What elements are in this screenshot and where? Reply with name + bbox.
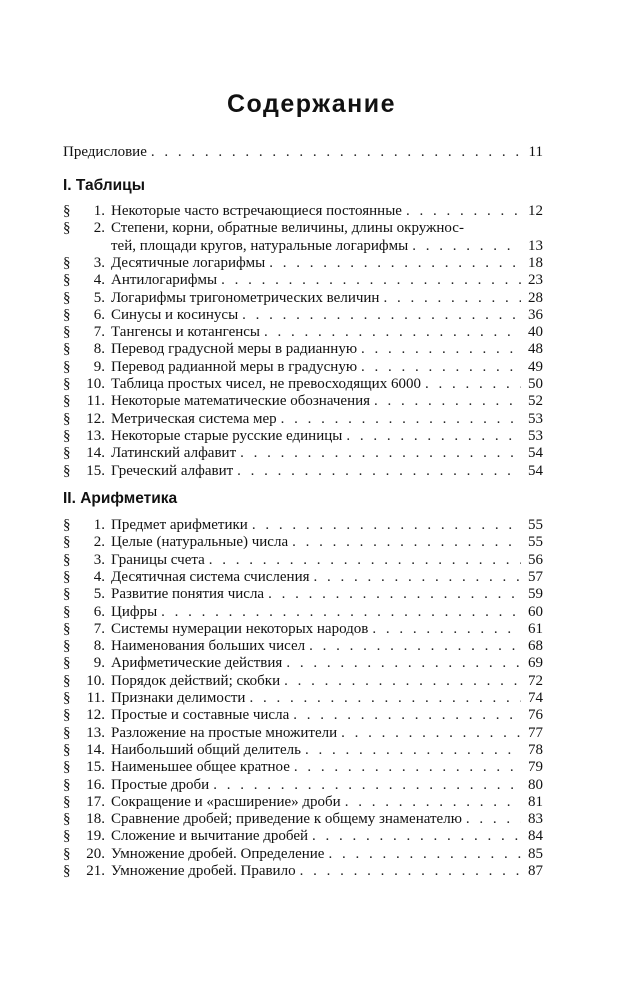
toc-page-number: 72: [528, 672, 543, 689]
toc-page-number: 52: [528, 393, 543, 410]
section-sign: §: [63, 620, 71, 637]
toc-entry-number: 13.: [86, 427, 105, 444]
toc-entry-number: 10.: [86, 672, 105, 689]
toc-entry-number: 14.: [86, 741, 105, 758]
toc-entry-text: Умножение дробей. Правило: [111, 863, 296, 879]
toc-entry[interactable]: [63, 411, 543, 427]
toc-page-number: 74: [528, 690, 543, 706]
toc-entry-text: Предмет арифметики: [111, 517, 248, 533]
section-sign: §: [63, 845, 71, 862]
page-title: Содержание: [226, 90, 397, 118]
toc-entry-number: 11.: [86, 690, 105, 706]
section-sign: §: [63, 776, 71, 793]
toc-entry[interactable]: [63, 238, 543, 254]
toc-entry-text: Некоторые часто встречающиеся постоянные: [111, 203, 402, 219]
toc-page-number: 54: [528, 445, 543, 462]
toc-entry-text: Простые дроби: [111, 776, 210, 793]
toc-entry[interactable]: [63, 604, 543, 620]
toc-entry-text: Десятичные логарифмы: [111, 254, 266, 271]
toc-entry[interactable]: [63, 428, 543, 444]
leader-dots: [300, 863, 521, 879]
section-sign: §: [63, 811, 71, 828]
toc-page-number: 59: [528, 586, 543, 603]
toc-page-number: 40: [528, 324, 543, 341]
leader-dots: [341, 725, 521, 741]
section-sign: §: [63, 863, 71, 879]
toc-entry-number: 3.: [93, 254, 105, 271]
toc-page-number: 55: [528, 517, 543, 533]
section-sign: §: [63, 638, 71, 655]
toc-entry-number: 12.: [86, 410, 105, 427]
section-sign: §: [63, 655, 71, 672]
toc-page-number: 28: [528, 289, 543, 306]
toc-entry-text: Развитие понятия числа: [111, 586, 265, 603]
toc-page-number: 53: [528, 410, 543, 427]
toc-entry-number: 15.: [86, 759, 105, 776]
leader-dots: [269, 255, 521, 271]
toc-page-number: 77: [528, 724, 543, 741]
toc-page-number: 81: [528, 793, 543, 810]
toc-entry[interactable]: [63, 341, 543, 357]
toc-entry[interactable]: [63, 569, 543, 585]
toc-entry[interactable]: [63, 725, 543, 741]
toc-page-number: 69: [528, 655, 543, 672]
toc-entry-number: 1.: [93, 203, 105, 219]
leader-dots: [309, 638, 521, 654]
toc-entry-text: Тангенсы и котангенсы: [111, 324, 261, 341]
leader-dots: [242, 307, 521, 323]
toc-entry-number: 16.: [86, 776, 105, 793]
toc-entry[interactable]: [63, 673, 543, 689]
toc-page-number: 54: [528, 462, 543, 479]
toc-entry-text: тей, площади кругов, натуральные логарифмы: [111, 237, 409, 254]
section-sign: §: [63, 410, 71, 427]
leader-dots: [383, 290, 521, 306]
leader-dots: [293, 707, 521, 723]
section-heading-tables: I. Таблицы: [63, 177, 145, 194]
leader-dots: [294, 759, 521, 775]
toc-page-number: 13: [528, 237, 543, 254]
leader-dots: [268, 586, 521, 602]
toc-entry[interactable]: [63, 272, 543, 288]
toc-entry-text: Антилогарифмы: [111, 272, 218, 289]
section-sign: §: [63, 427, 71, 444]
toc-entry-text: Системы нумерации некоторых народов: [111, 620, 369, 637]
toc-entry-text: Границы счета: [111, 551, 205, 568]
toc-entry-text: Логарифмы тригонометрических величин: [111, 289, 380, 306]
toc-entry-text: Некоторые старые русские единицы: [111, 427, 343, 444]
section-sign: §: [63, 341, 71, 358]
toc-entry-text: Простые и составные числа: [111, 707, 290, 724]
toc-entry[interactable]: [63, 586, 543, 602]
toc-entry-text: Перевод градусной меры в радианную: [111, 341, 358, 358]
toc-entry-number: 19.: [86, 828, 105, 845]
toc-entry[interactable]: [63, 811, 543, 827]
toc-entry-number: 1.: [93, 517, 105, 533]
toc-entry-number: 17.: [86, 793, 105, 810]
section-sign: §: [63, 517, 71, 533]
toc-page-number: 80: [528, 776, 543, 793]
section-sign: §: [63, 393, 71, 410]
section-sign: §: [63, 376, 71, 392]
toc-entry[interactable]: [63, 393, 543, 409]
leader-dots: [151, 144, 521, 160]
toc-entry-text: Латинский алфавит: [111, 445, 237, 462]
toc-entry[interactable]: [63, 517, 543, 533]
leader-dots: [374, 393, 521, 409]
toc-entry-text: Арифметические действия: [111, 655, 283, 672]
toc-entry-text: Целые (натуральные) числа: [111, 534, 289, 551]
toc-entry-number: 9.: [93, 655, 105, 672]
toc-entry-number: 9.: [93, 358, 105, 375]
toc-entry[interactable]: [63, 621, 543, 637]
toc-page-number: 23: [528, 272, 543, 289]
toc-entry-number: 4.: [93, 272, 105, 289]
section-sign: §: [63, 445, 71, 462]
leader-dots: [213, 777, 521, 793]
section-sign: §: [63, 324, 71, 341]
toc-page-number: 53: [528, 427, 543, 444]
toc-page-number: 68: [528, 638, 543, 655]
toc-page-number: 18: [528, 254, 543, 271]
leader-dots: [292, 534, 521, 550]
toc-entry[interactable]: [63, 534, 543, 550]
toc-entry-text: Наибольший общий делитель: [111, 741, 301, 758]
toc-entry-number: 2.: [93, 220, 105, 237]
leader-dots: [249, 690, 521, 706]
toc-entry-preface[interactable]: [63, 144, 543, 160]
toc-entry[interactable]: [63, 794, 543, 810]
toc-entry-text: Сравнение дробей; приведение к общему знаменателю: [111, 811, 462, 828]
toc-entry[interactable]: [63, 846, 543, 862]
toc-entry[interactable]: [63, 359, 543, 375]
toc-entry-text: Таблица простых чисел, не превосходящих 6000: [111, 376, 421, 392]
toc-entry-number: 13.: [86, 724, 105, 741]
toc-entry[interactable]: [63, 655, 543, 671]
leader-dots: [361, 359, 521, 375]
toc-entry-number: 3.: [93, 551, 105, 568]
toc-entry-number: 12.: [86, 707, 105, 724]
section-sign: §: [63, 603, 71, 620]
toc-entry[interactable]: [63, 638, 543, 654]
leader-dots: [361, 341, 521, 357]
toc-page-number: 85: [528, 845, 543, 862]
section-sign: §: [63, 741, 71, 758]
toc-entry-number: 6.: [93, 306, 105, 323]
toc-entry-number: 7.: [93, 620, 105, 637]
section-sign: §: [63, 220, 71, 237]
toc-entry-text: Метрическая система мер: [111, 410, 277, 427]
section-sign: §: [63, 828, 71, 845]
toc-entry-number: 8.: [93, 341, 105, 358]
leader-dots: [281, 411, 521, 427]
section-sign: §: [63, 289, 71, 306]
toc-entry-text: Наименования больших чисел: [111, 638, 306, 655]
leader-dots: [345, 794, 521, 810]
toc-entry-number: 4.: [93, 568, 105, 585]
section-sign: §: [63, 203, 71, 219]
toc-entry[interactable]: [63, 290, 543, 306]
leader-dots: [221, 272, 521, 288]
section-sign: §: [63, 254, 71, 271]
toc-entry-text: Наименьшее общее кратное: [111, 759, 290, 776]
section-sign: §: [63, 534, 71, 551]
toc-entry-text: Перевод радианной меры в градусную: [111, 358, 358, 375]
section-sign: §: [63, 568, 71, 585]
toc-page-number: 84: [528, 828, 543, 845]
toc-entry[interactable]: [63, 777, 543, 793]
toc-entry-text: Умножение дробей. Определение: [111, 845, 325, 862]
leader-dots: [237, 463, 521, 479]
toc-entry[interactable]: [63, 742, 543, 758]
toc-page-number: 83: [528, 811, 543, 828]
leader-dots: [305, 742, 521, 758]
leader-dots: [346, 428, 521, 444]
toc-page-number: 49: [528, 358, 543, 375]
section-sign: §: [63, 793, 71, 810]
section-sign: §: [63, 551, 71, 568]
toc-entry[interactable]: [63, 463, 543, 479]
toc-entry-number: 5.: [93, 586, 105, 603]
toc-page-number: 12: [528, 203, 543, 219]
toc-page-number: 76: [528, 707, 543, 724]
leader-dots: [412, 238, 521, 254]
toc-entry-number: 2.: [93, 534, 105, 551]
section-sign: §: [63, 690, 71, 706]
toc-page-number: 57: [528, 568, 543, 585]
toc-entry-number: 5.: [93, 289, 105, 306]
leader-dots: [466, 811, 521, 827]
section-sign: §: [63, 759, 71, 776]
toc-page-number: 11: [528, 144, 543, 160]
toc-entry-text: Признаки делимости: [111, 690, 246, 706]
toc-entry-number: 11.: [86, 393, 105, 410]
toc-page-number: 61: [528, 620, 543, 637]
toc-entry[interactable]: [63, 307, 543, 323]
toc-entry-number: 7.: [93, 324, 105, 341]
toc-entry-number: 14.: [86, 445, 105, 462]
section-sign: §: [63, 306, 71, 323]
leader-dots: [240, 445, 521, 461]
toc-page-number: 60: [528, 603, 543, 620]
toc-entry-text: Синусы и косинусы: [111, 306, 239, 323]
toc-entry-text: Десятичная система счисления: [111, 568, 310, 585]
toc-page-number: 87: [528, 863, 543, 879]
leader-dots: [312, 828, 521, 844]
toc-entry-text: Некоторые математические обозначения: [111, 393, 371, 410]
toc-entry[interactable]: [63, 376, 543, 392]
leader-dots: [161, 604, 521, 620]
toc-entry-text: Степени, корни, обратные величины, длины окружнос-: [111, 220, 464, 237]
section-sign: §: [63, 272, 71, 289]
toc-page-number: 50: [528, 376, 543, 392]
leader-dots: [209, 552, 521, 568]
section-sign: §: [63, 672, 71, 689]
section-sign: §: [63, 724, 71, 741]
toc-page-number: 55: [528, 534, 543, 551]
toc-entry-number: 6.: [93, 603, 105, 620]
leader-dots: [328, 846, 521, 862]
toc-entry-text: Сложение и вычитание дробей: [111, 828, 309, 845]
section-sign: §: [63, 358, 71, 375]
toc-entry[interactable]: [63, 690, 543, 706]
toc-entry-text: Цифры: [111, 603, 158, 620]
section-sign: §: [63, 707, 71, 724]
toc-entry-text: Порядок действий; скобки: [111, 672, 281, 689]
toc-entry[interactable]: [63, 255, 543, 271]
toc-page-number: 78: [528, 741, 543, 758]
toc-page-number: 79: [528, 759, 543, 776]
section-sign: §: [63, 586, 71, 603]
leader-dots: [314, 569, 521, 585]
toc-entry[interactable]: [63, 828, 543, 844]
toc-entry-text: Предисловие: [63, 144, 147, 160]
toc-entry-number: 10.: [86, 376, 105, 392]
leader-dots: [425, 376, 521, 392]
leader-dots: [406, 203, 521, 219]
leader-dots: [372, 621, 521, 637]
toc-entry-text: Греческий алфавит: [111, 462, 234, 479]
leader-dots: [284, 673, 521, 689]
toc-entry-text: Сокращение и «расширение» дроби: [111, 793, 341, 810]
toc-page-number: 56: [528, 551, 543, 568]
section-heading-arithmetic: II. Арифметика: [63, 490, 178, 507]
toc-entry[interactable]: [63, 759, 543, 775]
toc-page-number: 48: [528, 341, 543, 358]
toc-entry-number: 18.: [86, 811, 105, 828]
toc-entry[interactable]: [63, 324, 543, 340]
leader-dots: [252, 517, 521, 533]
section-sign: §: [63, 462, 71, 479]
toc-page-number: 36: [528, 306, 543, 323]
toc-entry-number: 20.: [86, 845, 105, 862]
toc-entry-text: Разложение на простые множители: [111, 724, 338, 741]
toc-entry[interactable]: [63, 863, 543, 879]
leader-dots: [264, 324, 521, 340]
toc-entry-number: 15.: [86, 462, 105, 479]
toc-entry-number: 21.: [86, 863, 105, 879]
toc-entry[interactable]: [63, 220, 543, 236]
toc-entry[interactable]: [63, 203, 543, 219]
toc-entry-number: 8.: [93, 638, 105, 655]
toc-entry[interactable]: [63, 445, 543, 461]
toc-entry[interactable]: [63, 552, 543, 568]
leader-dots: [286, 655, 521, 671]
toc-entry[interactable]: [63, 707, 543, 723]
